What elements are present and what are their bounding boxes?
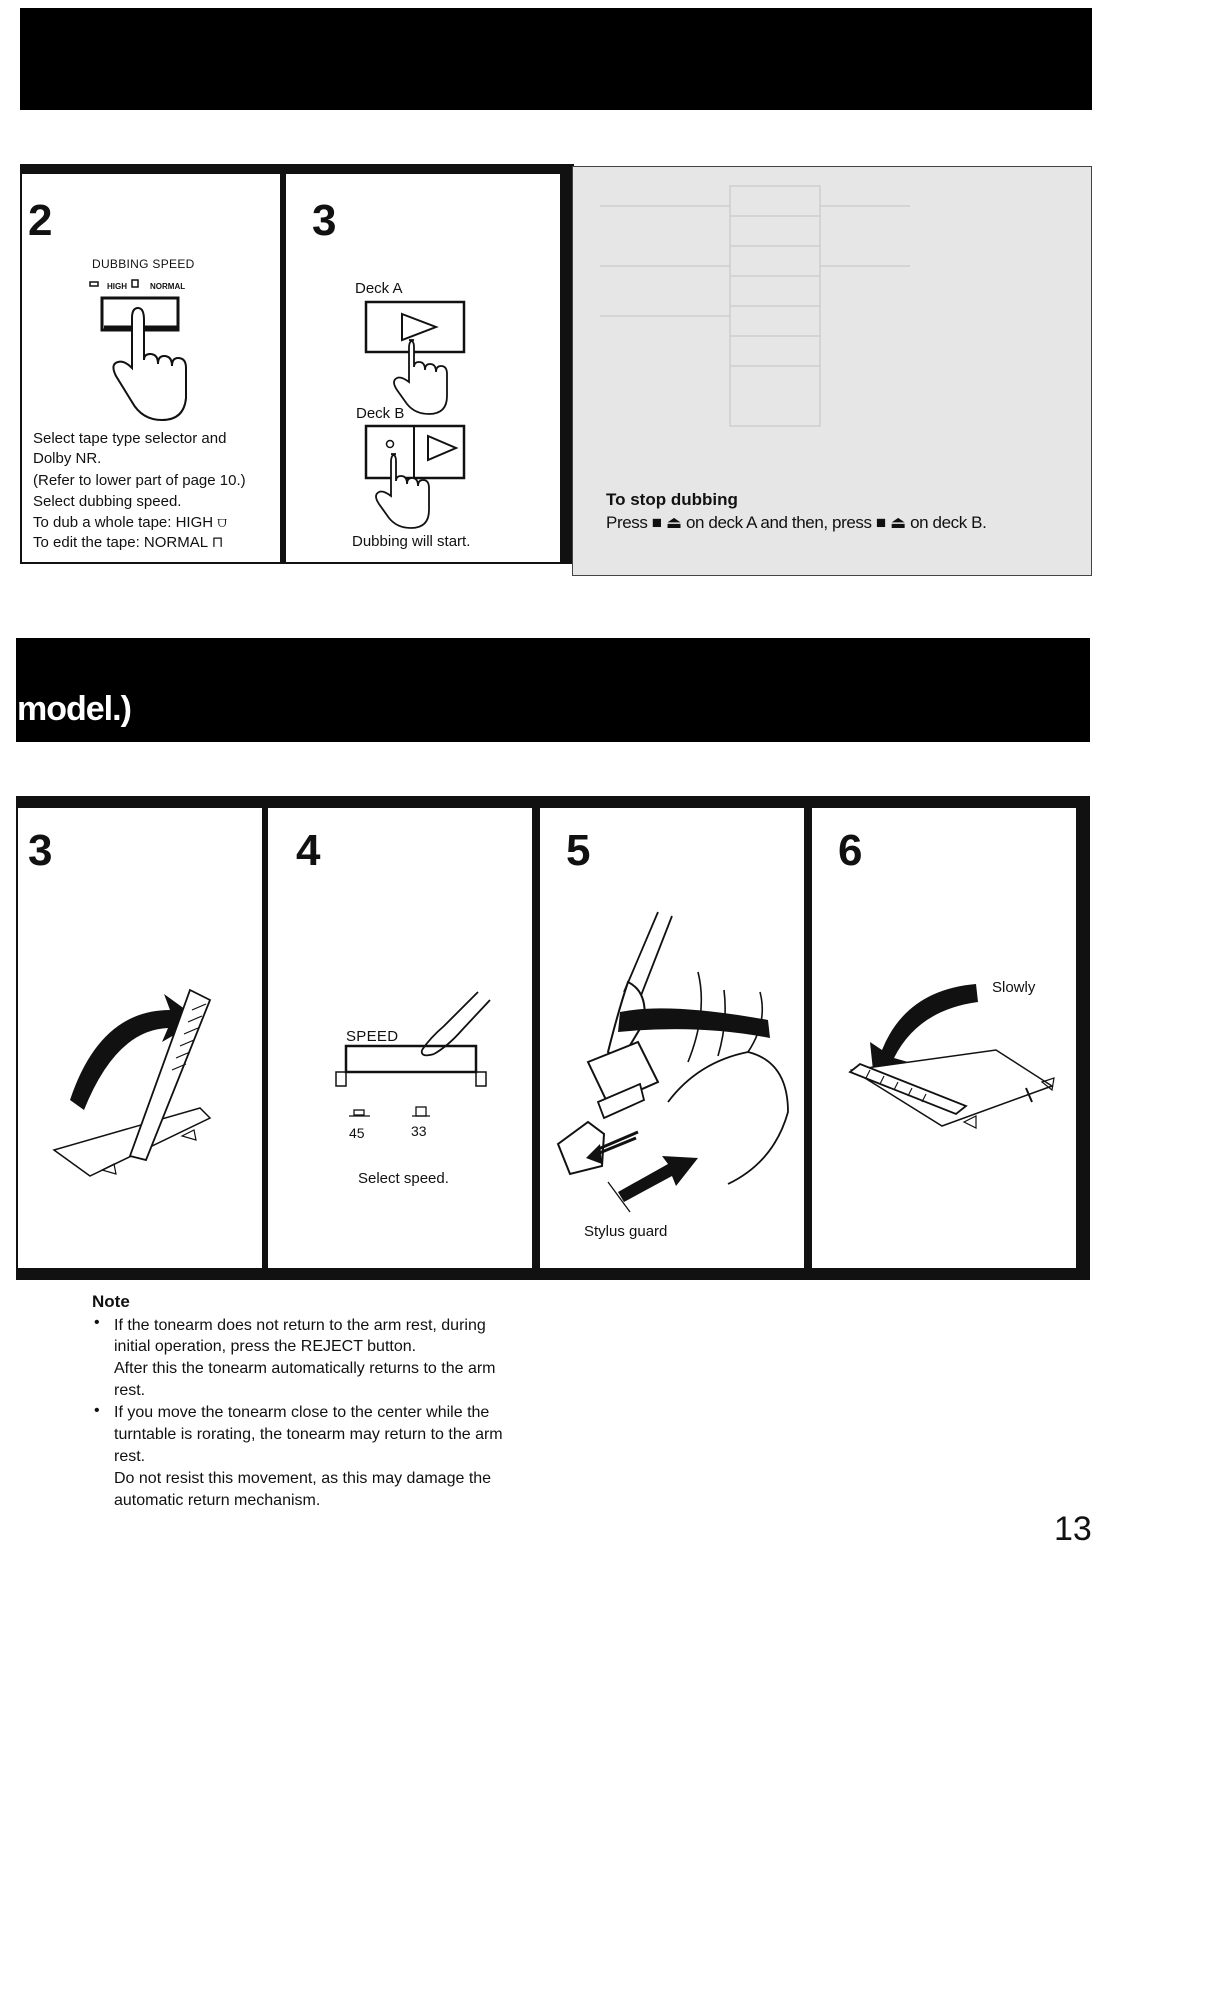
deck-a-label: Deck A [355, 280, 403, 297]
speed-45-icon [348, 1108, 372, 1120]
step-2-line-3: (Refer to lower part of page 10.) [33, 472, 246, 489]
step-2-line-6: To edit the tape: NORMAL ⊓ [33, 534, 224, 551]
slowly-caption: Slowly [992, 979, 1036, 996]
note-1-line-1: If the tonearm does not return to the arm rest, during [114, 1317, 486, 1334]
note-2-line-1: If you move the tonearm close to the center while the [114, 1404, 490, 1421]
page-number: 13 [1054, 1510, 1092, 1548]
stop-dubbing-instruction: Press ■ ⏏ on deck A and then, press ■ ⏏ on deck B. [606, 513, 987, 532]
step-4-number: 4 [296, 826, 321, 875]
speed-switch-illustration [334, 980, 494, 1100]
note-1-line-3: After this the tonearm automatically returns to the arm [114, 1360, 496, 1377]
top-header-bar [20, 8, 1092, 110]
switch-normal-label: NORMAL [150, 282, 186, 291]
section-header-text: model.) [17, 690, 131, 728]
select-speed-caption: Select speed. [358, 1170, 449, 1187]
step-2-line-1: Select tape type selector and [33, 430, 227, 447]
note-2-line-2: turntable is rorating, the tonearm may return to the arm [114, 1426, 503, 1443]
deck-b-buttons-illustration [364, 424, 474, 534]
speed-label: SPEED [346, 1028, 399, 1045]
stylus-guard-caption: Stylus guard [584, 1223, 668, 1240]
switch-high-label: HIGH [107, 282, 127, 291]
step-2-line-4: Select dubbing speed. [33, 493, 182, 510]
step-3b-number: 3 [28, 826, 53, 875]
step-5-number: 5 [566, 826, 591, 875]
deck-b-label: Deck B [356, 405, 405, 422]
deck-a-play-button-illustration [364, 300, 474, 410]
step-2-line-5: To dub a whole tape: HIGH ⩌ [33, 514, 228, 531]
tonearm-lower-illustration [846, 980, 1066, 1140]
stop-dubbing-title: To stop dubbing [606, 490, 738, 509]
note-1-line-2: initial operation, press the REJECT button. [114, 1338, 417, 1355]
speed-33-label: 33 [411, 1123, 427, 1139]
dubbing-speed-label: DUBBING SPEED [92, 257, 195, 271]
note-2-line-5: automatic return mechanism. [114, 1492, 321, 1509]
step-2-number: 2 [28, 196, 53, 245]
note-title: Note [92, 1292, 130, 1311]
section-header-bar [16, 638, 1090, 742]
step-6-number: 6 [838, 826, 863, 875]
faded-background-diagram [580, 176, 1080, 476]
speed-45-label: 45 [349, 1125, 365, 1141]
step-2-line-2: Dolby NR. [33, 450, 102, 467]
dubbing-speed-button-illustration [90, 278, 210, 428]
dubbing-start-caption: Dubbing will start. [352, 533, 471, 550]
note-1-line-4: rest. [114, 1382, 146, 1399]
stylus-guard-removal-illustration [548, 912, 798, 1212]
tonearm-lift-illustration [50, 990, 230, 1190]
step-3-number: 3 [312, 196, 337, 245]
note-bullet-2-dot: • [94, 1402, 100, 1419]
note-2-line-3: rest. [114, 1448, 146, 1465]
note-bullet-1-dot: • [94, 1314, 100, 1331]
speed-33-icon [410, 1106, 434, 1120]
note-2-line-4: Do not resist this movement, as this may damage the [114, 1470, 492, 1487]
